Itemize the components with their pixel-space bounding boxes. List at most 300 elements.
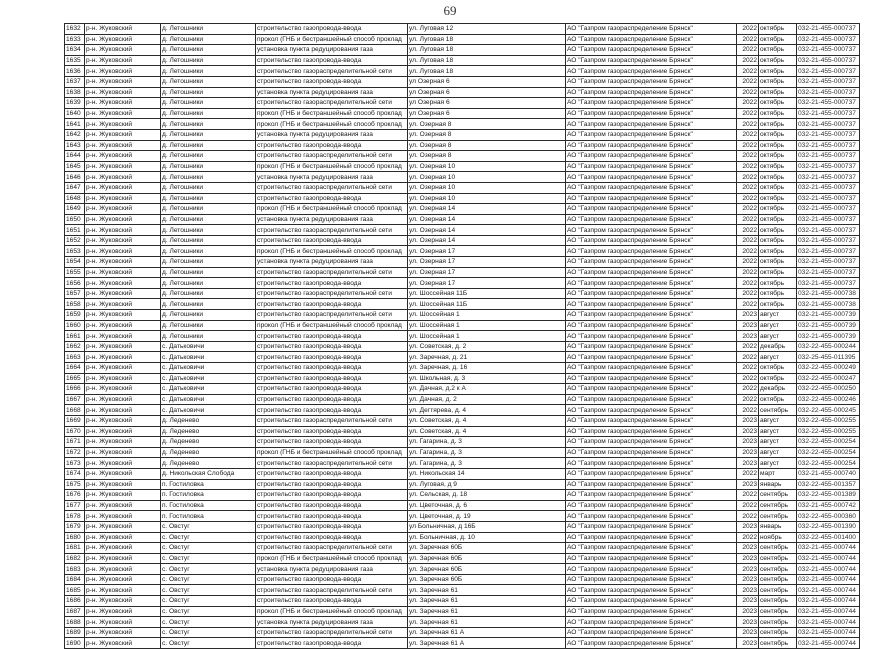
row-number-cell: 1680: [65, 532, 85, 543]
table-row: [65, 320, 860, 331]
address-cell: ул. Озерная 17: [408, 267, 566, 278]
row-number-cell: 1675: [65, 479, 85, 490]
code-cell: 032-22-455-000249: [797, 363, 860, 374]
code-cell: 032-21-455-000744: [797, 638, 860, 649]
work-type-cell: строительство газораспределительной сети: [256, 151, 408, 162]
organization-cell: АО "Газпром газораспределение Брянск": [566, 437, 737, 448]
year-cell: 2023: [737, 458, 759, 469]
year-cell: 2023: [737, 543, 759, 554]
month-cell: октябрь: [759, 246, 797, 257]
year-cell: 2022: [737, 490, 759, 501]
work-type-cell: прокол (ГНБ и бестраншейный способ проклад: [256, 108, 408, 119]
month-cell: октябрь: [759, 108, 797, 119]
row-number-cell: 1672: [65, 447, 85, 458]
settlement-cell: д. Летошники: [161, 34, 256, 45]
code-cell: 032-21-455-000737: [797, 161, 860, 172]
address-cell: ул. Заречная, д. 16: [408, 363, 566, 374]
settlement-cell: с. Датьковичи: [161, 341, 256, 352]
settlement-cell: д. Леденево: [161, 458, 256, 469]
row-number-cell: 1646: [65, 172, 85, 183]
month-cell: март: [759, 468, 797, 479]
work-type-cell: строительство газораспределительной сети: [256, 98, 408, 109]
district-cell: р-н. Жуковский: [85, 246, 161, 257]
code-cell: 032-21-455-000744: [797, 574, 860, 585]
row-number-cell: 1636: [65, 66, 85, 77]
work-type-cell: строительство газопровода-ввода: [256, 468, 408, 479]
work-type-cell: установка пункта редуцирования газа: [256, 617, 408, 628]
organization-cell: АО "Газпром газораспределение Брянск": [566, 214, 737, 225]
table-row: [65, 225, 860, 236]
page-number: 69: [443, 3, 457, 18]
year-cell: 2022: [737, 394, 759, 405]
work-type-cell: строительство газораспределительной сети: [256, 310, 408, 321]
organization-cell: АО "Газпром газораспределение Брянск": [566, 500, 737, 511]
district-cell: р-н. Жуковский: [85, 55, 161, 66]
code-cell: 032-21-455-000744: [797, 627, 860, 638]
year-cell: 2023: [737, 606, 759, 617]
code-cell: 032-21-455-000737: [797, 172, 860, 183]
address-cell: ул. Школьная, д. 3: [408, 373, 566, 384]
month-cell: октябрь: [759, 267, 797, 278]
address-cell: ул. Цветочная, д. 6: [408, 500, 566, 511]
year-cell: 2022: [737, 278, 759, 289]
district-cell: р-н. Жуковский: [85, 214, 161, 225]
year-cell: 2023: [737, 596, 759, 607]
table-row: [65, 193, 860, 204]
address-cell: ул. Озерная 17: [408, 278, 566, 289]
table-row: [65, 87, 860, 98]
row-number-cell: 1647: [65, 182, 85, 193]
address-cell: ул. Луговая 18: [408, 34, 566, 45]
organization-cell: АО "Газпром газораспределение Брянск": [566, 235, 737, 246]
organization-cell: АО "Газпром газораспределение Брянск": [566, 331, 737, 342]
code-cell: 032-21-455-000737: [797, 45, 860, 56]
settlement-cell: п. Гостиловка: [161, 479, 256, 490]
address-cell: ул. Заречная 61 А: [408, 627, 566, 638]
month-cell: сентябрь: [759, 585, 797, 596]
address-cell: ул Больничная, д 16Б: [408, 521, 566, 532]
settlement-cell: с. Овстуг: [161, 617, 256, 628]
table-row: [65, 235, 860, 246]
month-cell: октябрь: [759, 278, 797, 289]
row-number-cell: 1660: [65, 320, 85, 331]
work-type-cell: строительство газораспределительной сети: [256, 288, 408, 299]
code-cell: 032-21-455-000737: [797, 182, 860, 193]
code-cell: 032-21-455-000738: [797, 288, 860, 299]
row-number-cell: 1688: [65, 617, 85, 628]
code-cell: 032-21-455-000737: [797, 246, 860, 257]
table-row: [65, 129, 860, 140]
district-cell: р-н. Жуковский: [85, 119, 161, 130]
address-cell: ул. Заречная 61: [408, 617, 566, 628]
row-number-cell: 1637: [65, 76, 85, 87]
work-type-cell: строительство газораспределительной сети: [256, 458, 408, 469]
address-cell: ул. Советская, д. 4: [408, 426, 566, 437]
work-type-cell: строительство газопровода-ввода: [256, 331, 408, 342]
settlement-cell: д. Леденево: [161, 426, 256, 437]
month-cell: октябрь: [759, 172, 797, 183]
organization-cell: АО "Газпром газораспределение Брянск": [566, 172, 737, 183]
work-type-cell: строительство газопровода-ввода: [256, 426, 408, 437]
month-cell: октябрь: [759, 140, 797, 151]
year-cell: 2022: [737, 341, 759, 352]
month-cell: сентябрь: [759, 638, 797, 649]
settlement-cell: с. Овстуг: [161, 606, 256, 617]
district-cell: р-н. Жуковский: [85, 585, 161, 596]
month-cell: октябрь: [759, 98, 797, 109]
year-cell: 2022: [737, 98, 759, 109]
address-cell: ул. Шоссейная 1: [408, 320, 566, 331]
work-type-cell: строительство газопровода-ввода: [256, 511, 408, 522]
settlement-cell: д. Летошники: [161, 161, 256, 172]
table-row: [65, 299, 860, 310]
month-cell: октябрь: [759, 182, 797, 193]
district-cell: р-н. Жуковский: [85, 34, 161, 45]
table-row: [65, 331, 860, 342]
organization-cell: АО "Газпром газораспределение Брянск": [566, 129, 737, 140]
district-cell: р-н. Жуковский: [85, 543, 161, 554]
address-cell: ул. Заречная 61: [408, 606, 566, 617]
table-row: [65, 352, 860, 363]
code-cell: 032-21-455-000737: [797, 278, 860, 289]
year-cell: 2022: [737, 193, 759, 204]
settlement-cell: д. Летошники: [161, 45, 256, 56]
organization-cell: АО "Газпром газораспределение Брянск": [566, 119, 737, 130]
organization-cell: АО "Газпром газораспределение Брянск": [566, 341, 737, 352]
table-row: [65, 521, 860, 532]
row-number-cell: 1644: [65, 151, 85, 162]
settlement-cell: д. Летошники: [161, 331, 256, 342]
table-row: [65, 458, 860, 469]
table-row: [65, 447, 860, 458]
work-type-cell: строительство газопровода-ввода: [256, 24, 408, 35]
address-cell: ул. Озерная 17: [408, 246, 566, 257]
work-type-cell: строительство газопровода-ввода: [256, 193, 408, 204]
address-cell: ул. Озерная 8: [408, 151, 566, 162]
settlement-cell: д. Летошники: [161, 151, 256, 162]
work-type-cell: строительство газораспределительной сети: [256, 182, 408, 193]
year-cell: 2022: [737, 119, 759, 130]
code-cell: 032-22-455-001357: [797, 479, 860, 490]
district-cell: р-н. Жуковский: [85, 468, 161, 479]
organization-cell: АО "Газпром газораспределение Брянск": [566, 638, 737, 649]
district-cell: р-н. Жуковский: [85, 108, 161, 119]
year-cell: 2023: [737, 479, 759, 490]
work-type-cell: установка пункта редуцирования газа: [256, 214, 408, 225]
table-body: [65, 24, 860, 649]
address-cell: ул. Озерная 14: [408, 214, 566, 225]
table-row: [65, 55, 860, 66]
year-cell: 2022: [737, 288, 759, 299]
year-cell: 2022: [737, 235, 759, 246]
settlement-cell: с. Датьковичи: [161, 394, 256, 405]
organization-cell: АО "Газпром газораспределение Брянск": [566, 108, 737, 119]
organization-cell: АО "Газпром газораспределение Брянск": [566, 363, 737, 374]
work-type-cell: строительство газопровода-ввода: [256, 490, 408, 501]
year-cell: 2022: [737, 204, 759, 215]
row-number-cell: 1685: [65, 585, 85, 596]
organization-cell: АО "Газпром газораспределение Брянск": [566, 278, 737, 289]
address-cell: ул Озерная 6: [408, 108, 566, 119]
organization-cell: АО "Газпром газораспределение Брянск": [566, 532, 737, 543]
organization-cell: АО "Газпром газораспределение Брянск": [566, 384, 737, 395]
address-cell: ул. Шоссейная 1: [408, 310, 566, 321]
row-number-cell: 1649: [65, 204, 85, 215]
work-type-cell: прокол (ГНБ и бестраншейный способ проклад: [256, 447, 408, 458]
address-cell: ул Озерная 6: [408, 87, 566, 98]
work-type-cell: строительство газораспределительной сети: [256, 543, 408, 554]
district-cell: р-н. Жуковский: [85, 161, 161, 172]
code-cell: 032-21-455-000739: [797, 310, 860, 321]
year-cell: 2023: [737, 585, 759, 596]
work-type-cell: строительство газопровода-ввода: [256, 500, 408, 511]
table-row: [65, 394, 860, 405]
table-row: [65, 543, 860, 554]
code-cell: 032-21-455-000739: [797, 320, 860, 331]
organization-cell: АО "Газпром газораспределение Брянск": [566, 246, 737, 257]
work-type-cell: прокол (ГНБ и бестраншейный способ проклад: [256, 161, 408, 172]
organization-cell: АО "Газпром газораспределение Брянск": [566, 373, 737, 384]
settlement-cell: с. Овстуг: [161, 638, 256, 649]
row-number-cell: 1676: [65, 490, 85, 501]
year-cell: 2023: [737, 617, 759, 628]
table-row: [65, 627, 860, 638]
month-cell: август: [759, 320, 797, 331]
month-cell: ноябрь: [759, 532, 797, 543]
organization-cell: АО "Газпром газораспределение Брянск": [566, 193, 737, 204]
row-number-cell: 1681: [65, 543, 85, 554]
table-row: [65, 267, 860, 278]
code-cell: 032-22-455-000254: [797, 437, 860, 448]
settlement-cell: п. Гостиловка: [161, 511, 256, 522]
district-cell: р-н. Жуковский: [85, 66, 161, 77]
organization-cell: АО "Газпром газораспределение Брянск": [566, 458, 737, 469]
year-cell: 2022: [737, 76, 759, 87]
code-cell: 032-22-455-001390: [797, 521, 860, 532]
work-type-cell: строительство газопровода-ввода: [256, 76, 408, 87]
work-type-cell: строительство газопровода-ввода: [256, 521, 408, 532]
month-cell: август: [759, 415, 797, 426]
month-cell: сентябрь: [759, 543, 797, 554]
district-cell: р-н. Жуковский: [85, 638, 161, 649]
month-cell: октябрь: [759, 45, 797, 56]
district-cell: р-н. Жуковский: [85, 331, 161, 342]
address-cell: ул. Озерная 14: [408, 225, 566, 236]
month-cell: октябрь: [759, 235, 797, 246]
row-number-cell: 1657: [65, 288, 85, 299]
year-cell: 2022: [737, 363, 759, 374]
table-row: [65, 98, 860, 109]
address-cell: ул. Заречная 61: [408, 585, 566, 596]
organization-cell: АО "Газпром газораспределение Брянск": [566, 76, 737, 87]
organization-cell: АО "Газпром газораспределение Брянск": [566, 225, 737, 236]
table-row: [65, 468, 860, 479]
row-number-cell: 1689: [65, 627, 85, 638]
year-cell: 2022: [737, 532, 759, 543]
table-row: [65, 246, 860, 257]
settlement-cell: д. Летошники: [161, 66, 256, 77]
organization-cell: АО "Газпром газораспределение Брянск": [566, 479, 737, 490]
address-cell: ул. Гагарина, д. 3: [408, 437, 566, 448]
district-cell: р-н. Жуковский: [85, 299, 161, 310]
row-number-cell: 1678: [65, 511, 85, 522]
table-row: [65, 574, 860, 585]
code-cell: 032-21-455-000737: [797, 204, 860, 215]
address-cell: ул. Шоссейная 11Б: [408, 299, 566, 310]
year-cell: 2022: [737, 214, 759, 225]
district-cell: р-н. Жуковский: [85, 278, 161, 289]
district-cell: р-н. Жуковский: [85, 310, 161, 321]
work-type-cell: прокол (ГНБ и бестраншейный способ проклад: [256, 606, 408, 617]
table-row: [65, 437, 860, 448]
organization-cell: АО "Газпром газораспределение Брянск": [566, 55, 737, 66]
address-cell: ул. Озерная 14: [408, 235, 566, 246]
address-cell: ул. Озерная 10: [408, 182, 566, 193]
settlement-cell: д. Летошники: [161, 278, 256, 289]
year-cell: 2022: [737, 246, 759, 257]
organization-cell: АО "Газпром газораспределение Брянск": [566, 257, 737, 268]
row-number-cell: 1652: [65, 235, 85, 246]
row-number-cell: 1650: [65, 214, 85, 225]
settlement-cell: д. Летошники: [161, 140, 256, 151]
work-type-cell: строительство газораспределительной сети: [256, 415, 408, 426]
year-cell: 2023: [737, 564, 759, 575]
organization-cell: АО "Газпром газораспределение Брянск": [566, 490, 737, 501]
work-type-cell: строительство газораспределительной сети: [256, 585, 408, 596]
table-row: [65, 363, 860, 374]
organization-cell: АО "Газпром газораспределение Брянск": [566, 24, 737, 35]
table-row: [65, 66, 860, 77]
work-type-cell: строительство газораспределительной сети: [256, 225, 408, 236]
district-cell: р-н. Жуковский: [85, 151, 161, 162]
code-cell: 032-21-455-000738: [797, 299, 860, 310]
table-row: [65, 257, 860, 268]
code-cell: 032-22-455-000244: [797, 341, 860, 352]
settlement-cell: д. Летошники: [161, 55, 256, 66]
code-cell: 032-22-455-000255: [797, 415, 860, 426]
settlement-cell: с. Овстуг: [161, 532, 256, 543]
settlement-cell: с. Овстуг: [161, 627, 256, 638]
address-cell: ул. Луговая 12: [408, 24, 566, 35]
month-cell: октябрь: [759, 161, 797, 172]
month-cell: октябрь: [759, 55, 797, 66]
month-cell: октябрь: [759, 257, 797, 268]
organization-cell: АО "Газпром газораспределение Брянск": [566, 320, 737, 331]
work-type-cell: прокол (ГНБ и бестраншейный способ проклад: [256, 553, 408, 564]
table-row: [65, 585, 860, 596]
table-row: [65, 278, 860, 289]
address-cell: ул. Гагарина, д. 3: [408, 458, 566, 469]
settlement-cell: д. Летошники: [161, 310, 256, 321]
settlement-cell: д. Летошники: [161, 246, 256, 257]
year-cell: 2022: [737, 267, 759, 278]
table-row: [65, 564, 860, 575]
work-type-cell: установка пункта редуцирования газа: [256, 87, 408, 98]
address-cell: ул. Озерная 8: [408, 140, 566, 151]
row-number-cell: 1687: [65, 606, 85, 617]
code-cell: 032-22-455-000245: [797, 405, 860, 416]
table-row: [65, 24, 860, 35]
month-cell: декабрь: [759, 384, 797, 395]
organization-cell: АО "Газпром газораспределение Брянск": [566, 564, 737, 575]
year-cell: 2022: [737, 225, 759, 236]
code-cell: 032-21-455-000739: [797, 331, 860, 342]
month-cell: август: [759, 352, 797, 363]
year-cell: 2022: [737, 161, 759, 172]
code-cell: 032-22-455-000246: [797, 394, 860, 405]
district-cell: р-н. Жуковский: [85, 596, 161, 607]
table-row: [65, 214, 860, 225]
code-cell: 032-21-455-000744: [797, 617, 860, 628]
district-cell: р-н. Жуковский: [85, 415, 161, 426]
row-number-cell: 1663: [65, 352, 85, 363]
address-cell: ул. Озерная 8: [408, 129, 566, 140]
code-cell: 032-21-455-000744: [797, 553, 860, 564]
table-row: [65, 182, 860, 193]
district-cell: р-н. Жуковский: [85, 129, 161, 140]
address-cell: ул. Заречная 60Б: [408, 543, 566, 554]
district-cell: р-н. Жуковский: [85, 394, 161, 405]
organization-cell: АО "Газпром газораспределение Брянск": [566, 574, 737, 585]
code-cell: 032-21-455-000744: [797, 564, 860, 575]
settlement-cell: д. Летошники: [161, 119, 256, 130]
district-cell: р-н. Жуковский: [85, 617, 161, 628]
month-cell: август: [759, 437, 797, 448]
organization-cell: АО "Газпром газораспределение Брянск": [566, 204, 737, 215]
address-cell: ул. Гагарина, д. 3: [408, 447, 566, 458]
work-type-cell: строительство газопровода-ввода: [256, 278, 408, 289]
settlement-cell: д. Летошники: [161, 87, 256, 98]
settlement-cell: д. Летошники: [161, 320, 256, 331]
table-row: [65, 384, 860, 395]
district-cell: р-н. Жуковский: [85, 426, 161, 437]
district-cell: р-н. Жуковский: [85, 98, 161, 109]
organization-cell: АО "Газпром газораспределение Брянск": [566, 447, 737, 458]
organization-cell: АО "Газпром газораспределение Брянск": [566, 45, 737, 56]
code-cell: 032-21-455-000737: [797, 193, 860, 204]
settlement-cell: с. Овстуг: [161, 521, 256, 532]
organization-cell: АО "Газпром газораспределение Брянск": [566, 627, 737, 638]
row-number-cell: 1648: [65, 193, 85, 204]
work-type-cell: строительство газопровода-ввода: [256, 341, 408, 352]
year-cell: 2022: [737, 34, 759, 45]
row-number-cell: 1661: [65, 331, 85, 342]
district-cell: р-н. Жуковский: [85, 405, 161, 416]
organization-cell: АО "Газпром газораспределение Брянск": [566, 267, 737, 278]
month-cell: октябрь: [759, 24, 797, 35]
month-cell: январь: [759, 479, 797, 490]
settlement-cell: с. Датьковичи: [161, 363, 256, 374]
month-cell: август: [759, 426, 797, 437]
district-cell: р-н. Жуковский: [85, 76, 161, 87]
work-type-cell: прокол (ГНБ и бестраншейный способ проклад: [256, 320, 408, 331]
row-number-cell: 1658: [65, 299, 85, 310]
table-row: [65, 415, 860, 426]
year-cell: 2023: [737, 437, 759, 448]
address-cell: ул. Озерная 17: [408, 257, 566, 268]
row-number-cell: 1664: [65, 363, 85, 374]
row-number-cell: 1674: [65, 468, 85, 479]
work-type-cell: строительство газопровода-ввода: [256, 235, 408, 246]
row-number-cell: 1653: [65, 246, 85, 257]
district-cell: р-н. Жуковский: [85, 532, 161, 543]
address-cell: ул. Дачная, д. 2: [408, 394, 566, 405]
table-row: [65, 172, 860, 183]
settlement-cell: п. Гостиловка: [161, 490, 256, 501]
month-cell: сентябрь: [759, 511, 797, 522]
organization-cell: АО "Газпром газораспределение Брянск": [566, 288, 737, 299]
organization-cell: АО "Газпром газораспределение Брянск": [566, 34, 737, 45]
